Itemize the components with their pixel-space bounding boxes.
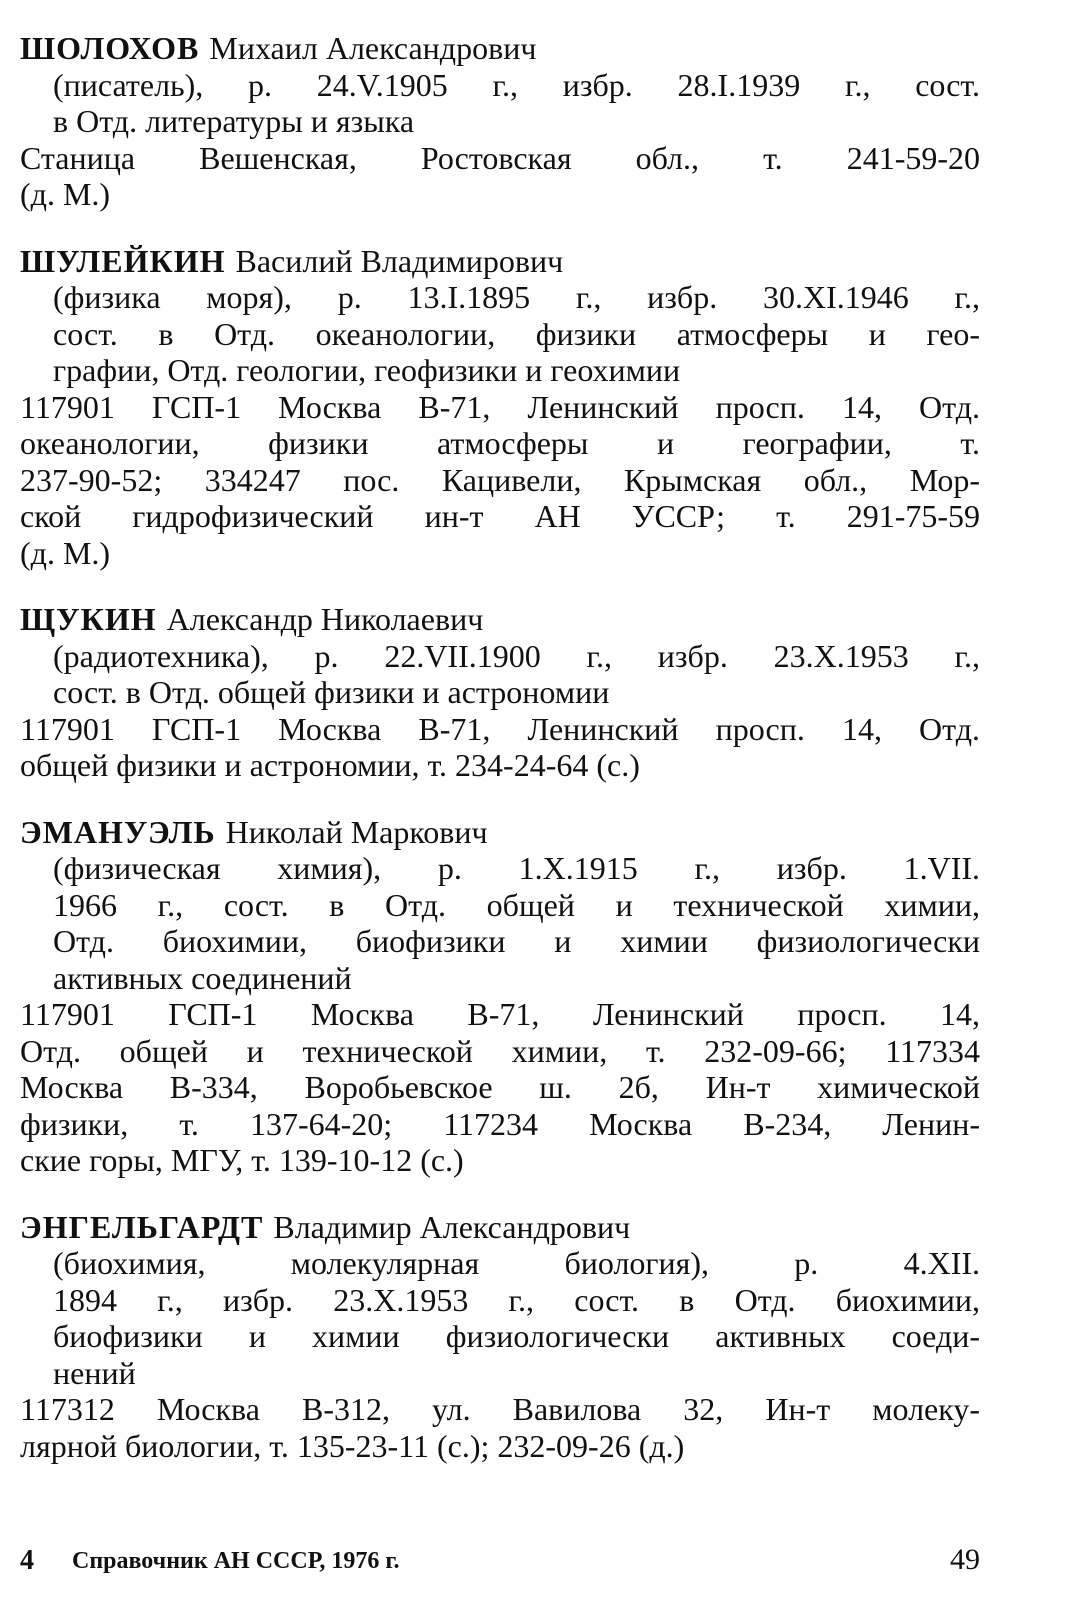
footer-title: Справочник АН СССР, 1976 г. — [72, 1548, 400, 1574]
entry-heading — [20, 243, 980, 280]
page-number: 49 — [950, 1543, 980, 1576]
detail-line: сост. в Отд. общей физики и астрономии — [53, 674, 610, 710]
signature-mark: 4 — [20, 1545, 34, 1576]
address-line: океанологии, физики атмосферы и географии, т. — [20, 425, 980, 461]
detail-line: в Отд. литературы и языка — [53, 103, 415, 139]
detail-line: активных соединений — [53, 959, 352, 996]
detail-line: нений — [53, 1354, 136, 1391]
directory-page — [20, 30, 980, 1494]
address-line: 117901 ГСП-1 Москва В-71, Ленинский просп. 14, Отд. — [20, 388, 980, 425]
address-line: Станица Вешенская, Ростовская обл., т. 241-59-20 — [20, 139, 980, 176]
entry-given-name: Василий Владимирович — [235, 242, 564, 279]
detail-line: (физика моря), р. 13.I.1895 г., избр. 30.XI.1946 г., — [53, 279, 980, 315]
entry-given-name: Михаил Александрович — [209, 30, 537, 66]
entry-given-name: Николай Маркович — [225, 813, 488, 850]
address-line: 117901 ГСП-1 Москва В-71, Ленинский просп. 14, Отд. — [20, 710, 980, 747]
detail-line: 1966 г., сост. в Отд. общей и технической химии, — [53, 886, 980, 923]
entry-emanuel — [20, 814, 980, 1179]
entry-heading — [20, 601, 980, 638]
entry-heading — [20, 814, 980, 851]
address-line: 117901 ГСП-1 Москва В-71, Ленинский просп. 14, — [20, 996, 980, 1032]
entry-surname: ШУЛЕЙКИН — [20, 242, 226, 279]
address-line: общей физики и астрономии, т. 234-24-64 (с.) — [20, 747, 640, 783]
detail-line: графии, Отд. геологии, геофизики и геохимии — [53, 352, 681, 388]
address-line: (д. М.) — [20, 534, 111, 571]
detail-line: (писатель), р. 24.V.1905 г., избр. 28.I.1939 г., сост. — [53, 66, 980, 103]
entry-surname: ЭНГЕЛЬГАРДТ — [20, 1208, 264, 1245]
address-line: 117312 Москва В-312, ул. Вавилова 32, Ин-т молеку- — [20, 1391, 980, 1427]
entry-shchukin — [20, 601, 980, 784]
address-line: физики, т. 137-64-20; 117234 Москва В-234, Ленин- — [20, 1105, 980, 1142]
entry-heading — [20, 30, 980, 67]
entry-surname: ЩУКИН — [20, 601, 157, 637]
address-line: Отд. общей и технической химии, т. 232-09-66; 117334 — [20, 1032, 980, 1069]
detail-line: биофизики и химии физиологически активных соеди- — [53, 1318, 980, 1354]
address-line: 237-90-52; 334247 пос. Кацивели, Крымская обл., Мор- — [20, 461, 980, 498]
address-line: (д. М.) — [20, 176, 111, 212]
address-line: Москва В-334, Воробьевское ш. 2б, Ин-т химической — [20, 1069, 980, 1105]
entry-given-name: Владимир Александрович — [273, 1208, 631, 1245]
detail-line: сост. в Отд. океанологии, физики атмосферы и гео- — [53, 315, 980, 352]
address-line: лярной биологии, т. 135-23-11 (с.); 232-09-26 (д.) — [20, 1427, 685, 1464]
detail-line: (физическая химия), р. 1.X.1915 г., избр. 1.VII. — [53, 850, 980, 886]
address-line: ские горы, МГУ, т. 139-10-12 (с.) — [20, 1142, 464, 1178]
entry-surname: ЭМАНУЭЛЬ — [20, 813, 216, 850]
entry-heading — [20, 1209, 980, 1246]
detail-line: (радиотехника), р. 22.VII.1900 г., избр. 23.X.1953 г., — [53, 637, 980, 674]
detail-line: 1894 г., избр. 23.X.1953 г., сост. в Отд. биохимии, — [53, 1281, 980, 1318]
detail-line: Отд. биохимии, биофизики и химии физиологически — [53, 923, 980, 959]
page-footer — [20, 1545, 980, 1585]
entry-given-name: Александр Николаевич — [166, 601, 484, 637]
entry-shuleikin — [20, 243, 980, 572]
address-line: ской гидрофизический ин-т АН УССР; т. 291-75-59 — [20, 498, 980, 534]
entry-sholokhov — [20, 30, 980, 213]
entry-surname: ШОЛОХОВ — [20, 30, 200, 66]
detail-line: (биохимия, молекулярная биология), р. 4.XII. — [53, 1245, 980, 1281]
entry-engelgardt — [20, 1209, 980, 1465]
